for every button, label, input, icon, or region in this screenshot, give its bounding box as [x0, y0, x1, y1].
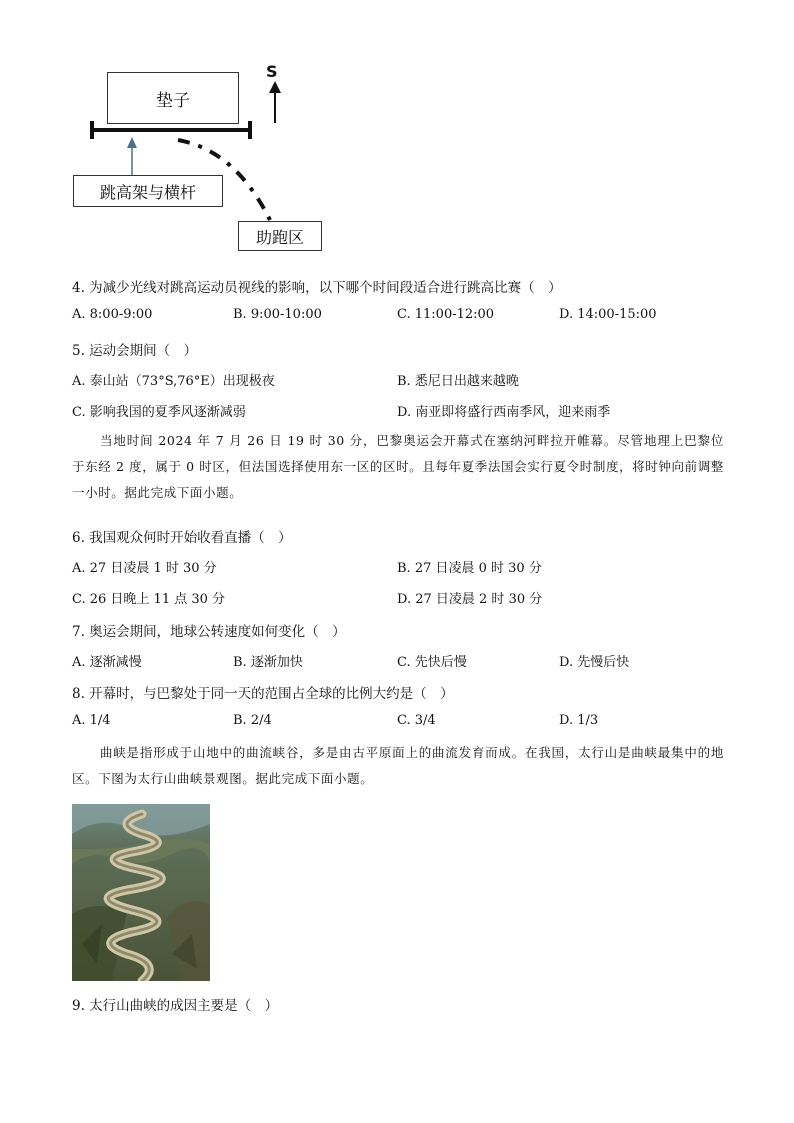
question-4-option-b: B. 9:00-10:00 [233, 307, 322, 322]
bar-label-box [73, 175, 223, 207]
question-8-option-a: A. 1/4 [72, 713, 111, 728]
passage-paris-olympics: 当地时间 2024 年 7 月 26 日 19 时 30 分，巴黎奥运会开幕式在塞纳河畔拉开帷幕。尽管地理上巴黎位于东经 2 度，属于 0 时区，但法国选择使用东一区的区时。且每年夏季法国会实行夏令时制度，将时钟向前调整一小时。据此完成下面小题。 [72, 433, 724, 500]
question-5-option-d: D. 南亚即将盛行西南季风，迎来雨季 [397, 405, 611, 420]
question-4-option-c: C. 11:00-12:00 [397, 307, 495, 322]
question-7-option-b: B. 逐渐加快 [233, 655, 303, 670]
question-5-option-c: C. 影响我国的夏季风逐渐减弱 [72, 405, 246, 420]
question-7-option-d: D. 先慢后快 [559, 655, 630, 670]
question-7-option-a: A. 逐渐减慢 [72, 655, 142, 670]
question-8-option-d: D. 1/3 [559, 713, 599, 728]
question-5-option-a: A. 泰山站（73°S,76°E）出现极夜 [72, 374, 275, 389]
mat-label: 垫子 [156, 90, 190, 111]
question-7-option-c: C. 先快后慢 [397, 655, 467, 670]
runup-label: 助跑区 [255, 227, 304, 247]
question-7-stem: 7. 奥运会期间，地球公转速度如何变化（ ） [72, 624, 346, 640]
question-6-stem: 6. 我国观众何时开始收看直播（ ） [72, 530, 292, 546]
gorge-illustration [72, 804, 210, 981]
question-9-stem: 9. 太行山曲峡的成因主要是（ ） [72, 998, 279, 1014]
question-8-option-b: B. 2/4 [233, 713, 272, 728]
question-6-option-c: C. 26 日晚上 11 点 30 分 [72, 592, 226, 607]
question-5-stem: 5. 运动会期间（ ） [72, 343, 198, 359]
bar-label: 跳高架与横杆 [99, 182, 196, 202]
south-label: S [266, 62, 278, 81]
question-6-option-a: A. 27 日凌晨 1 时 30 分 [72, 561, 217, 576]
mat-box [107, 72, 239, 124]
question-6-option-d: D. 27 日凌晨 2 时 30 分 [397, 592, 543, 607]
question-4-option-d: D. 14:00-15:00 [559, 307, 657, 322]
passage-taihang-gorge: 曲峡是指形成于山地中的曲流峡谷，多是由古平原面上的曲流发育而成。在我国，太行山是曲峡最集中的地区。下图为太行山曲峡景观图。据此完成下面小题。 [72, 745, 724, 786]
high-jump-diagram [60, 55, 360, 255]
taihang-gorge-photo [72, 804, 210, 981]
question-4-stem: 4. 为减少光线对跳高运动员视线的影响，以下哪个时间段适合进行跳高比赛（ ） [72, 280, 562, 296]
question-4-option-a: A. 8:00-9:00 [72, 307, 153, 322]
question-8-stem: 8. 开幕时，与巴黎处于同一天的范围占全球的比例大约是（ ） [72, 686, 454, 702]
question-5-option-b: B. 悉尼日出越来越晚 [397, 374, 519, 389]
runup-label-box [238, 221, 322, 251]
question-6-option-b: B. 27 日凌晨 0 时 30 分 [397, 561, 542, 576]
question-8-option-c: C. 3/4 [397, 713, 436, 728]
